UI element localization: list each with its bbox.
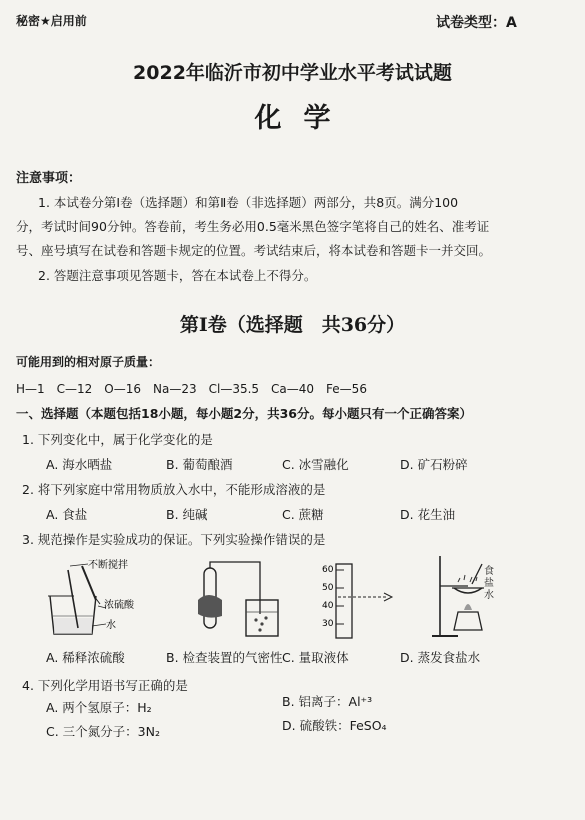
label-acid: 浓硫酸 xyxy=(104,600,134,611)
q3-option-d: D. 蒸发食盐水 xyxy=(400,650,481,665)
atomic-mass-values: H—1 C—12 O—16 Na—23 Cl—35.5 Ca—40 Fe—56 xyxy=(16,382,367,396)
q3-option-c: C. 量取液体 xyxy=(282,650,349,665)
q3-option-b: B. 检查装置的气密性 xyxy=(166,650,283,665)
label-water: 水 xyxy=(106,620,116,631)
notice-title: 注意事项： xyxy=(16,171,82,186)
q4-option-b: B. 铝离子：Al⁺³ xyxy=(282,694,373,709)
atomic-mass-title: 可能用到的相对原子质量： xyxy=(16,355,161,369)
tick-40: 40 xyxy=(322,601,334,611)
figure-dilute-acid xyxy=(40,556,160,640)
q2-option-c: C. 蔗糖 xyxy=(282,507,324,522)
q1-option-d: D. 矿石粉碎 xyxy=(400,457,468,472)
confidential-mark: 秘密★启用前 xyxy=(16,14,87,28)
question-3-stem: 3. 规范操作是实验成功的保证。下列实验操作错误的是 xyxy=(22,532,326,547)
part1-heading: 一、选择题（本题包括18小题，每小题2分，共36分。每小题只有一个正确答案） xyxy=(16,406,472,421)
q4-option-d: D. 硫酸铁：FeSO₄ xyxy=(282,718,387,733)
q4-option-c: C. 三个氮分子：3N₂ xyxy=(46,724,160,739)
question-2-stem: 2. 将下列家庭中常用物质放入水中，不能形成溶液的是 xyxy=(22,482,326,497)
q2-option-d: D. 花生油 xyxy=(400,507,456,522)
figure-airtightness xyxy=(190,560,300,640)
notice-item1-line1: 1. 本试卷分第Ⅰ卷（选择题）和第Ⅱ卷（非选择题）两部分，共8页。满分100 xyxy=(38,195,459,210)
notice-item1-line2: 分，考试时间90分钟。答卷前，考生务必用0.5毫米黑色签字笔将自己的姓名、准考证 xyxy=(16,219,490,234)
paper-type: 试卷类型：A xyxy=(436,15,517,31)
q2-option-b: B. 纯碱 xyxy=(166,507,208,522)
notice-item2: 2. 答题注意事项见答题卡，答在本试卷上不得分。 xyxy=(38,268,317,283)
tick-60: 60 xyxy=(322,565,334,575)
q2-option-a: A. 食盐 xyxy=(46,507,88,522)
tick-30: 30 xyxy=(322,619,334,629)
section-title: 第Ⅰ卷（选择题 共36分） xyxy=(179,314,406,336)
tick-50: 50 xyxy=(322,583,334,593)
figure-cylinder xyxy=(318,562,418,642)
notice-item1-line3: 号、座号填写在试卷和答题卡规定的位置。考试结束后，将本试卷和答题卡一并交回。 xyxy=(16,243,492,258)
question-4-stem: 4. 下列化学用语书写正确的是 xyxy=(22,678,188,693)
q1-option-a: A. 海水晒盐 xyxy=(46,457,113,472)
question-1-stem: 1. 下列变化中，属于化学变化的是 xyxy=(22,432,213,447)
figure-evaporation xyxy=(428,552,538,642)
label-stir: 不断搅拌 xyxy=(88,560,128,571)
q1-option-c: C. 冰雪融化 xyxy=(282,457,349,472)
subject-title: 化学 xyxy=(254,103,353,134)
q3-option-a: A. 稀释浓硫酸 xyxy=(46,650,125,665)
q1-option-b: B. 葡萄酿酒 xyxy=(166,457,233,472)
q4-option-a: A. 两个氢原子：H₂ xyxy=(46,700,152,715)
exam-title: 2022年临沂市初中学业水平考试试题 xyxy=(133,62,452,84)
label-salt-water-vertical: 食盐水 xyxy=(484,566,494,601)
